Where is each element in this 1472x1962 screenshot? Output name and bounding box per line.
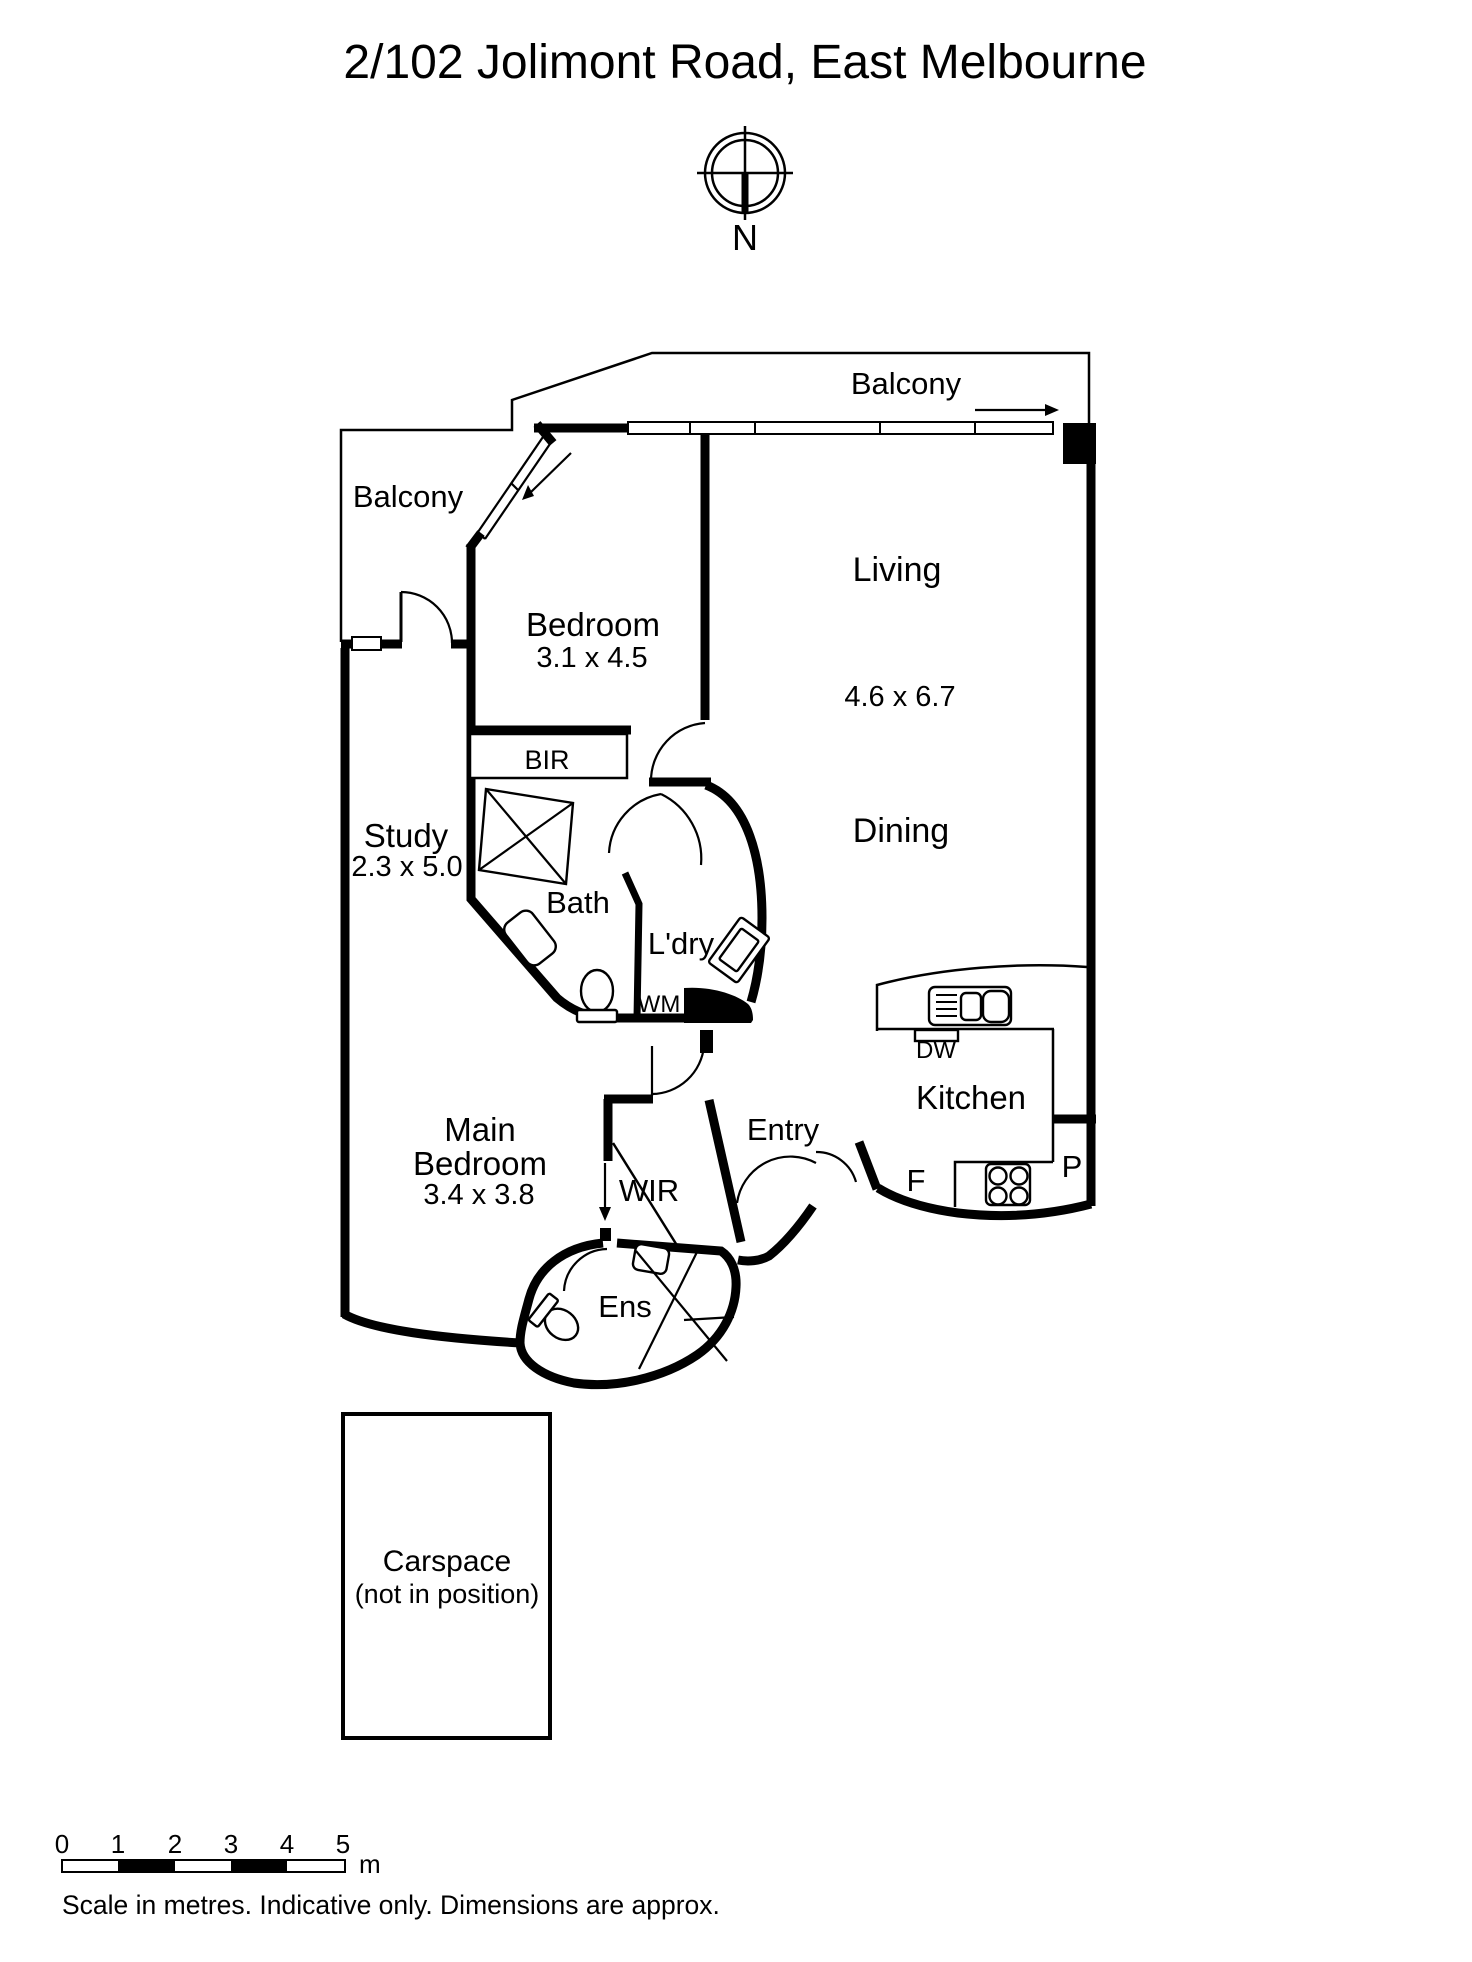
ensuite-toilet <box>528 1293 586 1349</box>
bath-door-arc <box>609 794 661 853</box>
label-fridge: F <box>906 1163 926 1198</box>
label-dining: Dining <box>852 812 950 850</box>
balcony-door <box>401 592 452 643</box>
balcony-access-arrow-top <box>975 404 1059 416</box>
label-study: Study <box>363 817 449 854</box>
page-title: 2/102 Jolimont Road, East Melbourne <box>343 36 1147 89</box>
scale-bar <box>62 1860 345 1872</box>
label-living: Living <box>852 551 942 589</box>
bedroom-diagonal-window <box>478 434 552 539</box>
wir-access-arrow <box>599 1163 611 1221</box>
scale-tick-3: 3 <box>223 1829 239 1859</box>
scale-tick-5: 5 <box>335 1829 351 1859</box>
scale-tick-1: 1 <box>110 1829 126 1859</box>
label-laundry: L'dry <box>647 926 715 961</box>
entry-door-arc-left <box>737 1157 816 1203</box>
main-bedroom-door <box>652 1046 704 1096</box>
entry-door-arc-right <box>816 1152 856 1182</box>
label-dw: DW <box>916 1037 956 1064</box>
label-main-bedroom-1: Main <box>444 1111 516 1148</box>
laundry-door-arc <box>661 794 701 865</box>
study-window <box>352 637 381 650</box>
label-main-bedroom-dims: 3.4 x 3.8 <box>423 1179 535 1211</box>
scale-tick-4: 4 <box>279 1829 295 1859</box>
kitchen-sink <box>929 987 1011 1025</box>
bath-toilet <box>577 970 617 1022</box>
label-bath: Bath <box>546 885 610 920</box>
label-balcony-left: Balcony <box>352 479 464 514</box>
label-living-dims: 4.6 x 6.7 <box>844 681 956 713</box>
label-kitchen: Kitchen <box>915 1079 1027 1116</box>
label-entry: Entry <box>746 1112 820 1147</box>
compass-north-label: N <box>732 217 758 258</box>
living-window <box>628 422 1053 434</box>
label-bir: BIR <box>524 745 570 775</box>
label-bedroom: Bedroom <box>526 606 660 643</box>
scale-caption: Scale in metres. Indicative only. Dimensions are approx. <box>62 1890 720 1920</box>
cooktop <box>986 1164 1030 1205</box>
label-main-bedroom-2: Bedroom <box>413 1145 547 1182</box>
walls <box>341 423 1096 1385</box>
label-carspace-note: (not in position) <box>354 1579 540 1609</box>
label-wm: WM <box>637 991 681 1018</box>
label-bedroom-dims: 3.1 x 4.5 <box>536 642 648 674</box>
balcony-access-arrow-left <box>522 453 571 500</box>
label-study-dims: 2.3 x 5.0 <box>351 851 463 883</box>
bedroom-door-arc <box>651 723 705 781</box>
label-balcony-top: Balcony <box>850 366 962 401</box>
scale-tick-0: 0 <box>54 1829 70 1859</box>
scale-tick-2: 2 <box>167 1829 183 1859</box>
bath-shower <box>479 789 573 884</box>
label-pantry: P <box>1061 1149 1083 1184</box>
label-wir: WIR <box>618 1173 680 1208</box>
label-carspace: Carspace <box>382 1545 512 1578</box>
scale-unit: m <box>359 1849 381 1879</box>
label-ensuite: Ens <box>598 1289 652 1324</box>
compass-icon <box>697 126 793 220</box>
